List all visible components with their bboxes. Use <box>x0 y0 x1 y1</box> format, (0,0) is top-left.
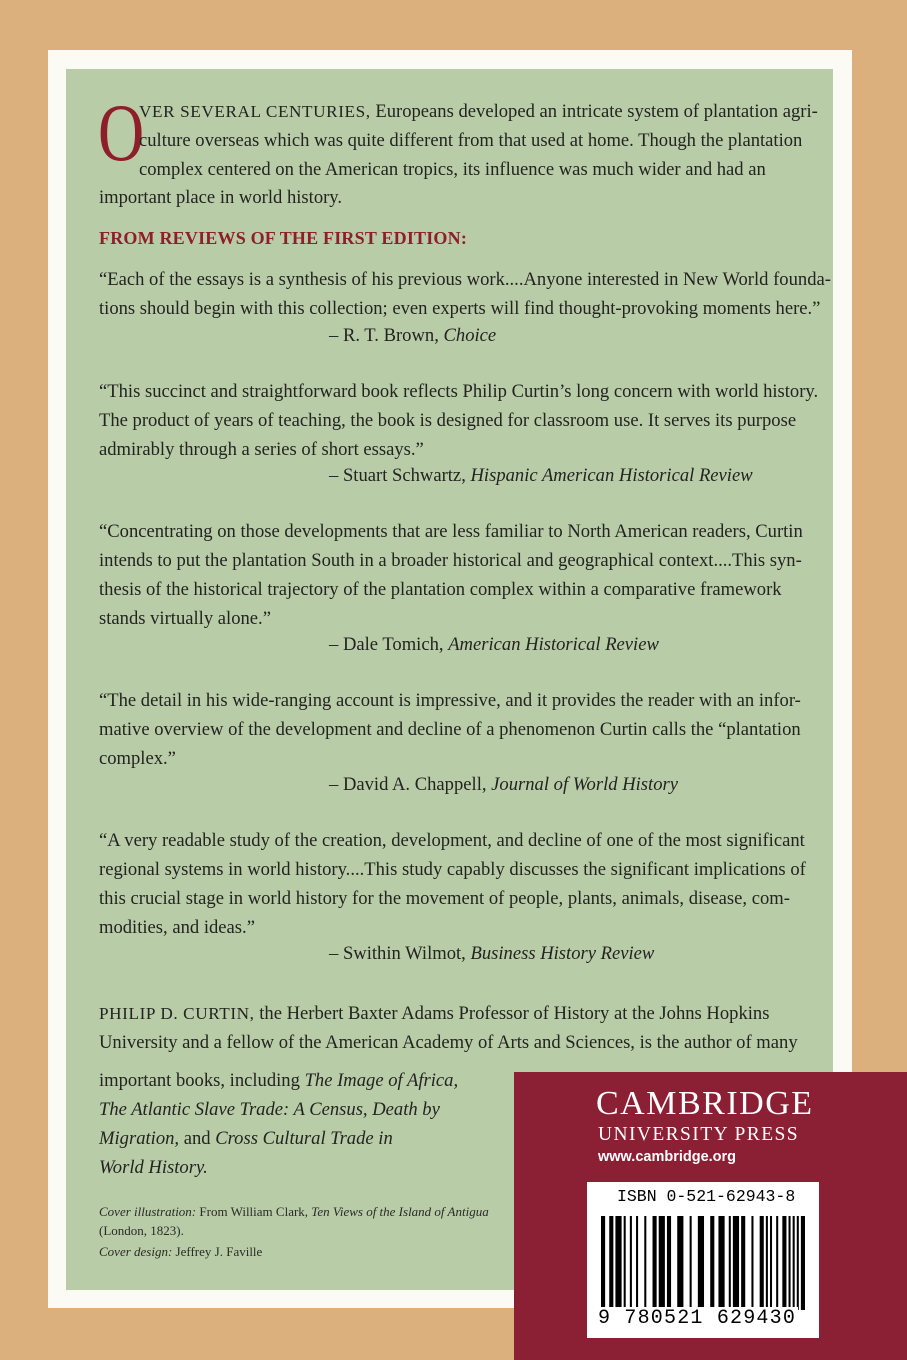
cover-design-credit: Cover design: Jeffrey J. Faville <box>99 1244 263 1259</box>
barcode-bar <box>801 1216 805 1310</box>
intro-line-1: VER SEVERAL CENTURIES, Europeans developed an intricate system of plantation agri- <box>139 101 818 122</box>
review-3-line-4: stands virtually alone.” <box>99 608 271 629</box>
barcode-bar <box>653 1216 657 1310</box>
bio-line-2: University and a fellow of the American Academy of Arts and Sciences, is the author of many <box>99 1032 798 1053</box>
barcode-bar <box>690 1216 692 1310</box>
barcode-bar <box>615 1216 621 1310</box>
barcode-bar <box>644 1216 646 1310</box>
review-5-line-1: “A very readable study of the creation, development, and decline of one of the most significant <box>99 830 805 851</box>
barcode-bar <box>636 1216 638 1310</box>
cover-illustration-credit: Cover illustration: From William Clark, Ten Views of the Island of Antigua <box>99 1204 489 1219</box>
review-4-line-3: complex.” <box>99 748 176 769</box>
review-1-line-2: tions should begin with this collection; even experts will find thought-provoking moments here.” <box>99 298 821 319</box>
barcode-bar <box>770 1216 772 1310</box>
bio-line-5: Migration, and Cross Cultural Trade in <box>99 1128 393 1149</box>
barcode-bar <box>729 1216 731 1310</box>
bio-line-1: PHILIP D. CURTIN, the Herbert Baxter Adams Professor of History at the Johns Hopkins <box>99 1003 770 1024</box>
review-1-line-1: “Each of the essays is a synthesis of his previous work....Anyone interested in New World founda- <box>99 269 831 290</box>
review-2-attribution: – Stuart Schwartz, Hispanic American Historical Review <box>329 465 753 486</box>
barcode-bar <box>630 1216 632 1310</box>
review-4-attribution: – David A. Chappell, Journal of World History <box>329 774 678 795</box>
barcode-digits: 9 780521 629430 <box>598 1307 797 1330</box>
reviews-heading: FROM REVIEWS OF THE FIRST EDITION: <box>99 228 468 248</box>
intro-line-4: important place in world history. <box>99 187 343 208</box>
barcode-bar <box>710 1216 714 1310</box>
barcode-bar <box>760 1216 764 1310</box>
review-5-line-3: this crucial stage in world history for the movement of people, plants, animals, disease, com- <box>99 888 790 909</box>
review-5-attribution: – Swithin Wilmot, Business History Review <box>329 943 655 964</box>
review-3-line-2: intends to put the plantation South in a broader historical and geographical context....This syn- <box>99 550 802 571</box>
barcode-bar <box>797 1216 799 1310</box>
intro-line-2: culture overseas which was quite different from that used at home. Though the plantation <box>139 130 803 151</box>
bio-line-3: important books, including The Image of Africa, <box>99 1070 459 1091</box>
barcode-bar <box>624 1216 626 1310</box>
publisher-url: www.cambridge.org <box>598 1149 737 1165</box>
barcode <box>601 1216 807 1310</box>
publisher-name: CAMBRIDGE <box>596 1085 814 1122</box>
barcode-bar <box>766 1216 768 1310</box>
review-2-line-3: admirably through a series of short essays.” <box>99 439 424 460</box>
bio-line-4: The Atlantic Slave Trade: A Census, Death by <box>99 1099 440 1120</box>
review-4-line-1: “The detail in his wide-ranging account is impressive, and it provides the reader with an infor- <box>99 690 801 711</box>
review-3-line-1: “Concentrating on those developments that are less familiar to North American readers, Curtin <box>99 521 803 542</box>
intro-line-3: complex centered on the American tropics, its influence was much wider and had an <box>139 159 766 180</box>
barcode-bar <box>733 1216 739 1310</box>
barcode-bar <box>776 1216 778 1310</box>
review-3-line-3: thesis of the historical trajectory of the plantation complex within a comparative framework <box>99 579 782 600</box>
barcode-bar <box>601 1216 605 1310</box>
barcode-bar <box>741 1216 745 1310</box>
publisher-subtitle: UNIVERSITY PRESS <box>598 1124 799 1145</box>
barcode-bar <box>677 1216 683 1310</box>
review-5-line-4: modities, and ideas.” <box>99 917 255 938</box>
review-4-line-2: mative overview of the development and decline of a phenomenon Curtin calls the “plantation <box>99 719 801 740</box>
barcode-bar <box>659 1216 665 1310</box>
barcode-bar <box>751 1216 753 1310</box>
barcode-bar <box>718 1216 724 1310</box>
drop-cap: O <box>98 87 145 178</box>
barcode-bar <box>667 1216 671 1310</box>
barcode-bar <box>782 1216 786 1310</box>
barcode-bar <box>698 1216 704 1310</box>
isbn-label: ISBN 0-521-62943-8 <box>617 1187 796 1206</box>
review-3-attribution: – Dale Tomich, American Historical Review <box>329 634 659 655</box>
barcode-bar <box>793 1216 795 1310</box>
review-5-line-2: regional systems in world history....This study capably discusses the significant implications of <box>99 859 806 880</box>
cover-illustration-credit-line-2: (London, 1823). <box>99 1223 184 1238</box>
review-2-line-2: The product of years of teaching, the book is designed for classroom use. It serves its purpose <box>99 410 797 431</box>
barcode-bar <box>609 1216 613 1310</box>
bio-line-6: World History. <box>99 1157 208 1178</box>
review-1-attribution: – R. T. Brown, Choice <box>329 325 497 346</box>
review-2-line-1: “This succinct and straightforward book reflects Philip Curtin’s long concern with world history. <box>99 381 819 402</box>
barcode-bar <box>789 1216 791 1310</box>
